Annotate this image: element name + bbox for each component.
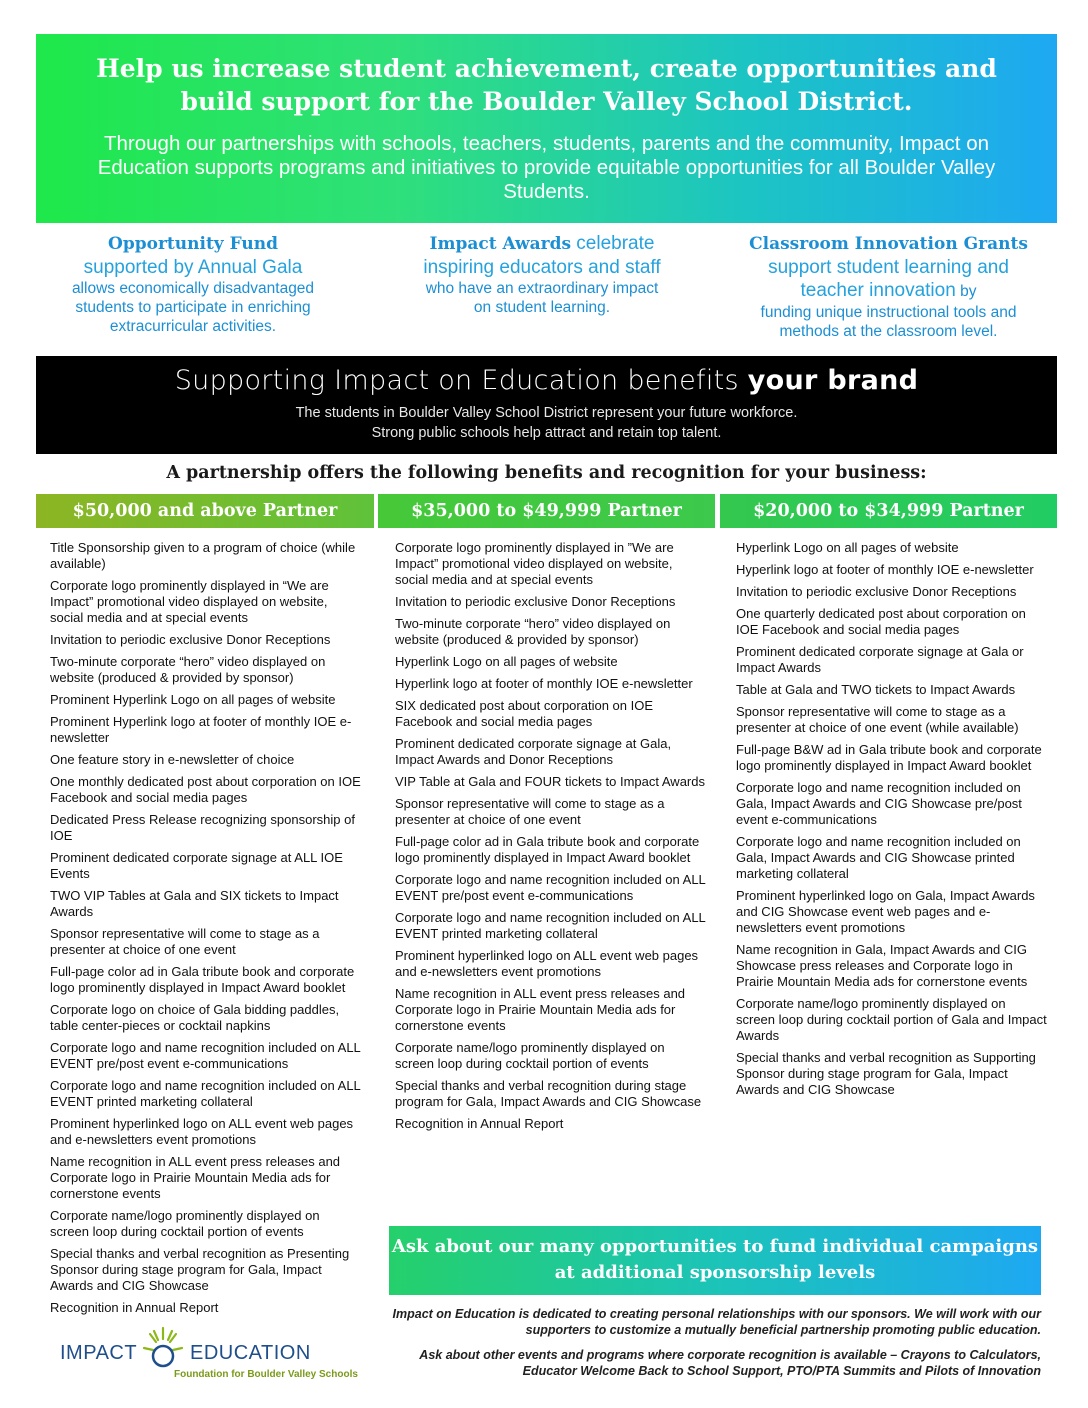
impact-on-education-logo <box>60 1322 360 1392</box>
benefit-item: Name recognition in ALL event press releases and Corporate logo in Prairie Mountain Media ads for cornerstone events <box>50 1154 341 1201</box>
hero-body: Through our partnerships with schools, teachers, students, parents and the community, Impact on Education supports programs and initiatives to provide equitable opportunities for all Boulder Valley Students. <box>97 132 996 203</box>
benefit-item: Two-minute corporate “hero” video displayed on website (produced & provided by sponsor) <box>50 654 326 685</box>
brand-subtext-line: The students in Boulder Valley School District represent your future workforce. <box>295 405 798 421</box>
logo-word-left: IMPACT <box>60 1342 138 1364</box>
pillar-title: Impact Awards <box>429 234 572 254</box>
pillar-title: Classroom Innovation Grants <box>749 234 1028 254</box>
benefit-item: Hyperlink logo at footer of monthly IOE e-newsletter <box>736 562 1034 577</box>
benefit-item: Corporate logo and name recognition included on Gala, Impact Awards and CIG Showcase pre/post event e-communications <box>736 780 1022 827</box>
benefit-item: Prominent Hyperlink Logo on all pages of website <box>50 692 336 707</box>
brand-banner <box>36 356 1057 454</box>
benefit-item: Prominent hyperlinked logo on ALL event web pages and e-newsletters event promotions <box>395 948 699 979</box>
pillar-title-tail: celebrate <box>571 233 655 254</box>
pillar-lead: support student learning and teacher innovation <box>768 257 1009 301</box>
offer-heading: A partnership offers the following benefits and recognition for your business: <box>166 463 927 483</box>
benefit-item: Prominent dedicated corporate signage at Gala or Impact Awards <box>736 644 1024 675</box>
benefit-item: Prominent hyperlinked logo on Gala, Impact Awards and CIG Showcase event web pages and e-newsletters event promotions <box>736 888 1035 935</box>
pillar-opportunity-fund <box>58 232 328 336</box>
logo-tagline: Foundation for Boulder Valley Schools <box>174 1369 358 1380</box>
ask-text: Ask about our many opportunities to fund individual campaigns at additional sponsorship levels <box>391 1236 1039 1283</box>
benefit-item: Corporate logo prominently displayed in “We are Impact” promotional video displayed on website, social media and at special events <box>50 578 329 625</box>
tier-header-20k: $20,000 to $34,999 Partner <box>720 494 1057 528</box>
benefit-item: Invitation to periodic exclusive Donor Receptions <box>50 632 331 647</box>
benefit-item: VIP Table at Gala and FOUR tickets to Impact Awards <box>395 774 705 789</box>
brand-heading-text: Supporting Impact on Education benefits <box>174 365 748 396</box>
benefit-item: Prominent Hyperlink logo at footer of monthly IOE e-newsletter <box>50 714 352 745</box>
benefit-item: Corporate logo and name recognition included on Gala, Impact Awards and CIG Showcase printed marketing collateral <box>736 834 1021 881</box>
logo-word-right: EDUCATION <box>190 1342 311 1364</box>
benefit-item: Hyperlink Logo on all pages of website <box>395 654 618 669</box>
tier-header-50k: $50,000 and above Partner <box>36 494 374 528</box>
benefit-item: Special thanks and verbal recognition as Presenting Sponsor during stage program for Gala, Impact Awards and CIG Showcase <box>50 1246 350 1293</box>
benefit-item: Corporate logo and name recognition included on ALL EVENT printed marketing collateral <box>395 910 706 941</box>
benefit-item: Full-page color ad in Gala tribute book and corporate logo prominently displayed in Impact Award booklet <box>395 834 700 865</box>
benefit-item: TWO VIP Tables at Gala and SIX tickets to Impact Awards <box>50 888 339 919</box>
benefit-item: SIX dedicated post about corporation on IOE Facebook and social media pages <box>395 698 654 729</box>
benefit-item: Name recognition in Gala, Impact Awards and CIG Showcase press releases and Corporate logo in Prairie Mountain Media ads for cornerstone events <box>736 942 1028 989</box>
pillar-classroom-grants <box>746 232 1031 341</box>
benefit-item: Special thanks and verbal recognition during stage program for Gala, Impact Awards and CIG Showcase <box>395 1078 702 1109</box>
benefit-item: Corporate logo prominently displayed in ”We are Impact” promotional video displayed on website, social media and at special events <box>395 540 674 587</box>
benefit-item: One quarterly dedicated post about corporation on IOE Facebook and social media pages <box>736 606 1026 637</box>
benefit-item: Sponsor representative will come to stage as a presenter at choice of one event <box>50 926 320 957</box>
benefit-item: Two-minute corporate “hero” video displayed on website (produced & provided by sponsor) <box>395 616 671 647</box>
sunburst-o-icon <box>142 1326 184 1372</box>
pillar-lead: supported by Annual Gala <box>83 257 303 278</box>
benefit-item: Dedicated Press Release recognizing sponsorship of IOE <box>50 812 355 843</box>
benefit-item: Corporate logo on choice of Gala bidding paddles, table center-pieces or cocktail napkins <box>50 1002 340 1033</box>
benefit-item: Invitation to periodic exclusive Donor Receptions <box>736 584 1017 599</box>
benefit-item: Sponsor representative will come to stage as a presenter at choice of one event <box>395 796 665 827</box>
tier-header-35k: $35,000 to $49,999 Partner <box>378 494 715 528</box>
brand-subtext <box>36 403 1057 443</box>
brand-subtext-line: Strong public schools help attract and retain top talent. <box>371 425 722 441</box>
benefit-item: Recognition in Annual Report <box>50 1300 219 1315</box>
pillars <box>36 232 1057 348</box>
hero-banner <box>36 34 1057 223</box>
benefit-item: Title Sponsorship given to a program of choice (while available) <box>50 540 356 571</box>
tier-benefits-35k <box>395 540 707 1138</box>
benefit-item: One monthly dedicated post about corporation on IOE Facebook and social media pages <box>50 774 361 805</box>
benefit-item: Sponsor representative will come to stage as a presenter at choice of one event (while available) <box>736 704 1019 735</box>
note-relationships: Impact on Education is dedicated to creating personal relationships with our sponsors. We will work with our supporters to customize a mutually beneficial partnership promoting public education. <box>392 1307 1041 1337</box>
pillar-detail: allows economically disadvantaged students to participate in enriching extracurricular activities. <box>71 280 315 335</box>
benefit-item: Invitation to periodic exclusive Donor Receptions <box>395 594 676 609</box>
pillar-title: Opportunity Fund <box>108 234 278 254</box>
tier-benefits-20k <box>736 540 1048 1104</box>
benefit-item: Prominent dedicated corporate signage at Gala, Impact Awards and Donor Receptions <box>395 736 672 767</box>
brand-heading <box>36 364 1057 398</box>
benefit-item: Special thanks and verbal recognition as Supporting Sponsor during stage program for Gala, Impact Awards and CIG Showcase <box>736 1050 1036 1097</box>
benefit-item: Corporate name/logo prominently displayed on screen loop during cocktail portion of events <box>50 1208 320 1239</box>
benefit-item: Corporate logo and name recognition included on ALL EVENT printed marketing collateral <box>50 1078 361 1109</box>
hero-title: Help us increase student achievement, create opportunities and build support for the Boulder Valley School District. <box>96 54 997 116</box>
benefit-item: Corporate logo and name recognition included on ALL EVENT pre/post event e-communications <box>395 872 706 903</box>
pillar-lead: inspiring educators and staff <box>423 257 661 278</box>
tier-benefits-50k <box>50 540 362 1322</box>
benefit-item: Corporate logo and name recognition included on ALL EVENT pre/post event e-communications <box>50 1040 361 1071</box>
pillar-detail: who have an extraordinary impact on student learning. <box>425 280 659 316</box>
benefit-item: Prominent dedicated corporate signage at ALL IOE Events <box>50 850 343 881</box>
pillar-impact-awards <box>392 232 692 317</box>
benefit-item: Corporate name/logo prominently displayed on screen loop during cocktail portion of events <box>395 1040 665 1071</box>
benefit-item: Name recognition in ALL event press releases and Corporate logo in Prairie Mountain Media ads for cornerstone events <box>395 986 686 1033</box>
benefit-item: Prominent hyperlinked logo on ALL event web pages and e-newsletters event promotions <box>50 1116 354 1147</box>
brand-heading-bold: your brand <box>747 365 919 396</box>
benefit-item: Table at Gala and TWO tickets to Impact Awards <box>736 682 1016 697</box>
ask-banner <box>389 1226 1041 1295</box>
benefit-item: Hyperlink Logo on all pages of website <box>736 540 959 555</box>
benefit-item: Corporate name/logo prominently displayed on screen loop during cocktail portion of Gala and Impact Awards <box>736 996 1047 1043</box>
benefit-item: Full-page B&W ad in Gala tribute book and corporate logo prominently displayed in Impact Award booklet <box>736 742 1042 773</box>
benefit-item: Recognition in Annual Report <box>395 1116 564 1131</box>
pillar-lead-tail: by <box>955 283 977 300</box>
note-other-events: Ask about other events and programs where corporate recognition is available – Crayons to Calculators, Educator Welcome Back to School Support, PTO/PTA Summits and Pilots of Innovation <box>419 1348 1041 1378</box>
benefit-item: One feature story in e-newsletter of choice <box>50 752 295 767</box>
benefit-item: Full-page color ad in Gala tribute book and corporate logo prominently displayed in Impact Award booklet <box>50 964 355 995</box>
pillar-detail: funding unique instructional tools and methods at the classroom level. <box>760 304 1017 340</box>
benefit-item: Hyperlink logo at footer of monthly IOE e-newsletter <box>395 676 693 691</box>
